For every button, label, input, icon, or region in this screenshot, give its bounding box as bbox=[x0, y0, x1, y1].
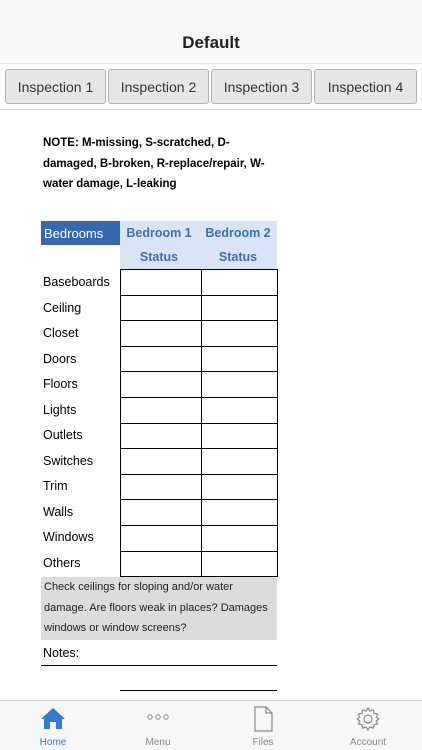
navigation-bar bbox=[0, 0, 422, 64]
row-label-outlets: Outlets bbox=[43, 428, 83, 442]
status-cell-walls-2[interactable] bbox=[201, 499, 278, 526]
status-cell-trim-1[interactable] bbox=[120, 474, 202, 500]
bottom-tab-home[interactable] bbox=[13, 701, 93, 750]
status-cell-windows-1[interactable] bbox=[120, 525, 202, 552]
row-label-trim: Trim bbox=[43, 479, 68, 493]
status-cell-doors-1[interactable] bbox=[120, 346, 202, 372]
status-cell-ceiling-1[interactable] bbox=[120, 295, 202, 321]
status-cell-baseboards-1[interactable] bbox=[120, 269, 202, 296]
inspection-tabs bbox=[0, 64, 422, 110]
inspection-tip: Check ceilings for sloping and/or water damage. Are floors weak in places? Damages windows or window screens? bbox=[41, 577, 277, 640]
row-label-ceiling: Ceiling bbox=[43, 301, 82, 315]
bottom-tab-label: Account bbox=[349, 737, 387, 748]
status-cell-walls-1[interactable] bbox=[120, 499, 202, 526]
column-header-band bbox=[120, 221, 277, 269]
more-icon bbox=[145, 710, 171, 729]
status-cell-switches-2[interactable] bbox=[201, 448, 278, 475]
file-icon bbox=[253, 706, 273, 737]
tab-inspection-3[interactable]: Inspection 3 bbox=[211, 69, 312, 104]
status-cell-outlets-1[interactable] bbox=[120, 423, 202, 449]
column-subheader-status-2: Status bbox=[218, 250, 258, 264]
tab-inspection-1[interactable]: Inspection 1 bbox=[5, 69, 106, 104]
status-cell-floors-1[interactable] bbox=[120, 371, 202, 398]
column-subheader-status-1: Status bbox=[139, 250, 179, 264]
column-header-bedroom-2: Bedroom 2 bbox=[205, 226, 271, 240]
notes-line-1[interactable] bbox=[41, 665, 277, 666]
status-cell-doors-2[interactable] bbox=[201, 346, 278, 372]
tab-inspection-4[interactable]: Inspection 4 bbox=[314, 69, 417, 104]
notes-line-2[interactable] bbox=[120, 690, 277, 691]
row-label-windows: Windows bbox=[43, 530, 94, 544]
bottom-tab-bar bbox=[0, 700, 422, 750]
row-label-walls: Walls bbox=[43, 505, 74, 519]
column-header-bedroom-1: Bedroom 1 bbox=[126, 226, 192, 240]
status-cell-others-1[interactable] bbox=[120, 551, 202, 577]
tab-inspection-2[interactable]: Inspection 2 bbox=[108, 69, 209, 104]
row-label-lights: Lights bbox=[43, 403, 77, 417]
home-icon bbox=[40, 706, 66, 735]
notes-label: Notes: bbox=[43, 646, 80, 660]
status-cell-windows-2[interactable] bbox=[201, 525, 278, 552]
bottom-tab-label: Home bbox=[39, 737, 67, 748]
status-cell-closet-1[interactable] bbox=[120, 320, 202, 347]
bottom-tab-files[interactable] bbox=[223, 701, 303, 750]
legend-note: NOTE: M-missing, S-scratched, D-damaged, B-broken, R-replace/repair, W-water damage, L-leaking bbox=[43, 137, 265, 190]
status-cell-others-2[interactable] bbox=[201, 551, 278, 577]
row-label-others: Others bbox=[43, 556, 81, 570]
status-grid bbox=[120, 269, 278, 577]
status-cell-outlets-2[interactable] bbox=[201, 423, 278, 449]
bottom-tab-menu[interactable] bbox=[118, 701, 198, 750]
section-header-bedrooms: Bedrooms bbox=[41, 221, 120, 245]
status-cell-ceiling-2[interactable] bbox=[201, 295, 278, 321]
status-cell-closet-2[interactable] bbox=[201, 320, 278, 347]
bottom-tab-label: Files bbox=[252, 737, 274, 748]
row-label-switches: Switches bbox=[43, 454, 94, 468]
row-label-floors: Floors bbox=[43, 377, 78, 391]
gear-icon bbox=[355, 706, 381, 737]
status-cell-floors-2[interactable] bbox=[201, 371, 278, 398]
status-cell-trim-2[interactable] bbox=[201, 474, 278, 500]
row-label-baseboards: Baseboards bbox=[43, 275, 110, 289]
bottom-tab-account[interactable] bbox=[328, 701, 408, 750]
row-label-closet: Closet bbox=[43, 326, 79, 340]
status-cell-baseboards-2[interactable] bbox=[201, 269, 278, 296]
page-title: Default bbox=[182, 33, 240, 52]
row-label-doors: Doors bbox=[43, 352, 77, 366]
status-cell-lights-1[interactable] bbox=[120, 397, 202, 424]
bottom-tab-label: Menu bbox=[145, 737, 171, 748]
status-cell-switches-1[interactable] bbox=[120, 448, 202, 475]
status-cell-lights-2[interactable] bbox=[201, 397, 278, 424]
